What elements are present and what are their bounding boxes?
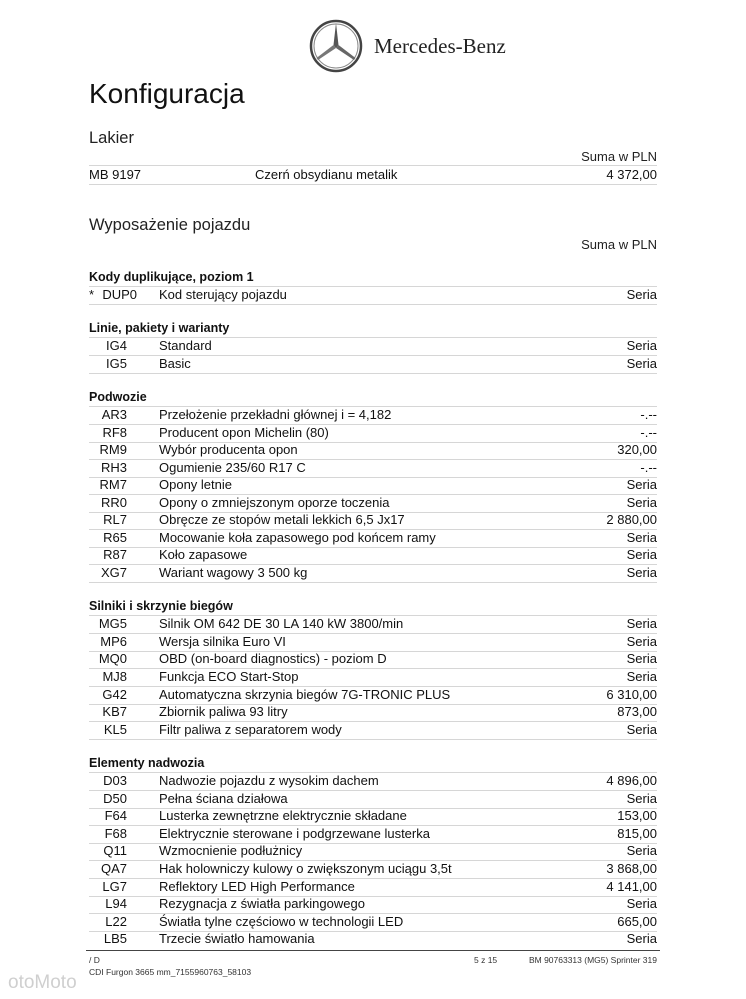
item-code: R65: [103, 530, 127, 545]
list-item: [89, 895, 657, 914]
item-code: MJ8: [102, 669, 127, 684]
list-item: [89, 807, 657, 826]
footer-left-top: / D: [89, 955, 100, 965]
item-code: L22: [105, 914, 127, 929]
item-code: F68: [104, 826, 127, 841]
item-value: 665,00: [617, 914, 657, 929]
item-value: 2 880,00: [606, 512, 657, 527]
list-item: [89, 790, 657, 809]
item-value: Seria: [626, 565, 657, 580]
item-desc: Wzmocnienie podłużnicy: [159, 843, 303, 858]
item-code: IG4: [106, 338, 127, 353]
item-desc: Zbiornik paliwa 93 litry: [159, 704, 288, 719]
list-item: [89, 494, 657, 513]
item-value: Seria: [626, 338, 657, 353]
item-value: 873,00: [617, 704, 657, 719]
list-item: [89, 686, 657, 705]
list-item: [89, 564, 657, 583]
item-code: G42: [102, 687, 127, 702]
paint-heading: Lakier: [89, 129, 134, 147]
list-item: [89, 615, 657, 634]
footer-page: 5 z 15: [474, 955, 498, 965]
item-desc: Przełożenie przekładni głównej i = 4,182: [159, 407, 392, 422]
item-desc: Opony o zmniejszonym oporze toczenia: [159, 495, 390, 510]
item-desc: Filtr paliwa z separatorem wody: [159, 722, 342, 737]
list-item: [89, 650, 657, 669]
list-item: [89, 441, 657, 460]
item-desc: Wybór producenta opon: [159, 442, 298, 457]
item-value: Seria: [626, 651, 657, 666]
footer-left-bottom: CDI Furgon 3665 mm_7155960763_58103: [89, 967, 252, 977]
item-desc: OBD (on-board diagnostics) - poziom D: [159, 651, 387, 666]
item-code: MQ0: [98, 651, 127, 666]
list-item: [89, 546, 657, 565]
item-desc: Mocowanie koła zapasowego pod końcem ramy: [159, 530, 436, 545]
item-value: 815,00: [617, 826, 657, 841]
section-title: Elementy nadwozia: [89, 755, 657, 773]
item-code: AR3: [101, 407, 127, 422]
item-desc: Funkcja ECO Start-Stop: [159, 669, 299, 684]
item-desc: Nadwozie pojazdu z wysokim dachem: [159, 773, 379, 788]
item-code: D03: [103, 773, 127, 788]
item-desc: Hak holowniczy kulowy o zwiększonym uciągu 3,5t: [159, 861, 452, 876]
svg-text:otoMoto: otoMoto: [8, 972, 77, 993]
item-desc: Reflektory LED High Performance: [159, 879, 355, 894]
list-item: [89, 825, 657, 844]
item-desc: Rezygnacja z światła parkingowego: [159, 896, 365, 911]
list-item: [89, 703, 657, 722]
item-value: Seria: [626, 477, 657, 492]
list-item: [89, 721, 657, 740]
section-title: Linie, pakiety i warianty: [89, 320, 657, 338]
item-desc: Silnik OM 642 DE 30 LA 140 kW 3800/min: [159, 616, 404, 631]
item-value: Seria: [626, 669, 657, 684]
item-desc: Standard: [159, 338, 212, 353]
item-desc: Kod sterujący pojazdu: [159, 287, 287, 302]
item-value: 4 896,00: [606, 773, 657, 788]
item-value: Seria: [626, 530, 657, 545]
item-code: D50: [103, 791, 127, 806]
item-value: 153,00: [617, 808, 657, 823]
item-value: Seria: [626, 356, 657, 371]
item-code: DUP0: [102, 287, 137, 302]
list-item: [89, 930, 657, 948]
item-code: F64: [104, 808, 127, 823]
item-code: MP6: [100, 634, 127, 649]
brand-header: [308, 18, 506, 74]
footer-right: BM 90763313 (MG5) Sprinter 319: [528, 955, 657, 965]
item-desc: Opony letnie: [159, 477, 232, 492]
item-value: Seria: [626, 634, 657, 649]
item-code: LB5: [103, 931, 127, 946]
item-value: -.--: [640, 425, 657, 440]
item-desc: Basic: [159, 356, 191, 371]
list-item: [89, 355, 657, 374]
item-desc: Lusterka zewnętrzne elektrycznie składane: [159, 808, 407, 823]
list-item: [89, 633, 657, 652]
page-title: Konfiguracja: [89, 78, 245, 109]
item-value: Seria: [626, 287, 657, 302]
item-desc: Pełna ściana działowa: [159, 791, 288, 806]
paint-sum-label: Suma w PLN: [581, 149, 657, 164]
item-code: IG5: [106, 356, 127, 371]
item-value: Seria: [626, 843, 657, 858]
list-item: [89, 459, 657, 478]
item-code: RM7: [99, 477, 127, 492]
list-item: [89, 860, 657, 879]
list-item: [89, 913, 657, 932]
watermark-logo: [6, 966, 136, 996]
list-item: [89, 286, 657, 305]
item-desc: Producent opon Michelin (80): [159, 425, 329, 440]
equipment-heading: Wyposażenie pojazdu: [89, 216, 251, 234]
item-value: 6 310,00: [606, 687, 657, 702]
item-desc: Trzecie światło hamowania: [159, 931, 315, 946]
section-title: Silniki i skrzynie biegów: [89, 598, 657, 616]
list-item: [89, 842, 657, 861]
item-code: RM9: [99, 442, 127, 457]
item-code: MG5: [98, 616, 127, 631]
equipment-sum-label: Suma w PLN: [581, 237, 657, 252]
footer-divider: [86, 950, 660, 951]
brand-name: Mercedes-Benz: [374, 33, 506, 58]
item-code: KB7: [102, 704, 127, 719]
item-desc: Elektrycznie sterowane i podgrzewane lusterka: [159, 826, 430, 841]
item-code: RR0: [100, 495, 127, 510]
item-code: LG7: [102, 879, 127, 894]
item-desc: Wersja silnika Euro VI: [159, 634, 286, 649]
section-title: Podwozie: [89, 389, 657, 407]
list-item: [89, 511, 657, 530]
item-code: Q11: [103, 843, 127, 858]
item-code: XG7: [100, 565, 127, 580]
item-desc: Obręcze ze stopów metali lekkich 6,5 Jx17: [159, 512, 405, 527]
item-code: RL7: [103, 512, 127, 527]
item-value: Seria: [626, 616, 657, 631]
list-item: [89, 337, 657, 356]
item-code: RH3: [100, 460, 127, 475]
paint-code: MB 9197: [89, 167, 142, 182]
item-code: L94: [105, 896, 127, 911]
item-desc: Automatyczna skrzynia biegów 7G-TRONIC PLUS: [159, 687, 451, 702]
item-code: KL5: [103, 722, 127, 737]
item-code: QA7: [100, 861, 127, 876]
list-item: [89, 529, 657, 548]
item-desc: Światła tylne częściowo w technologii LED: [159, 914, 404, 929]
item-desc: Ogumienie 235/60 R17 C: [159, 460, 306, 475]
list-item: [89, 476, 657, 495]
item-value: Seria: [626, 495, 657, 510]
item-value: Seria: [626, 896, 657, 911]
section-title: Kody duplikujące, poziom 1: [89, 269, 657, 287]
paint-value: 4 372,00: [606, 167, 657, 182]
mercedes-star-logo: [308, 18, 364, 74]
item-code: R87: [103, 547, 127, 562]
list-item: [89, 406, 657, 425]
item-value: Seria: [626, 547, 657, 562]
list-item: [89, 424, 657, 443]
item-value: Seria: [626, 791, 657, 806]
item-value: 3 868,00: [606, 861, 657, 876]
list-item: [89, 772, 657, 791]
item-value: -.--: [640, 407, 657, 422]
paint-row: [89, 165, 657, 185]
item-value: Seria: [626, 722, 657, 737]
item-value: Seria: [626, 931, 657, 946]
item-desc: Wariant wagowy 3 500 kg: [159, 565, 308, 580]
list-item: [89, 878, 657, 897]
item-code: RF8: [102, 425, 127, 440]
star-marker: *: [89, 287, 95, 302]
item-value: -.--: [640, 460, 657, 475]
item-value: 320,00: [617, 442, 657, 457]
paint-desc: Czerń obsydianu metalik: [255, 167, 398, 182]
item-value: 4 141,00: [606, 879, 657, 894]
list-item: [89, 668, 657, 687]
item-desc: Koło zapasowe: [159, 547, 248, 562]
